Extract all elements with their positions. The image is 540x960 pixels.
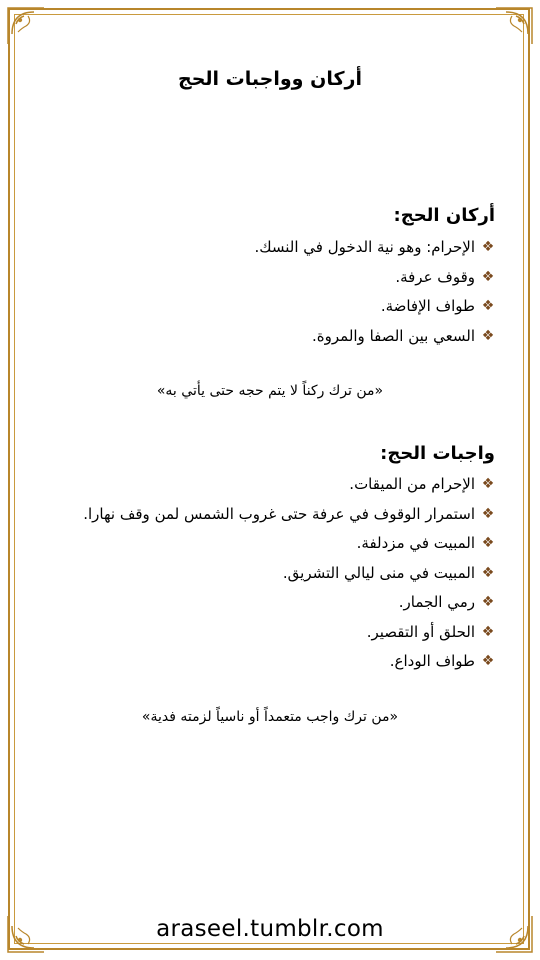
bullet-diamond-icon: ❖ bbox=[481, 268, 495, 285]
bullet-diamond-icon: ❖ bbox=[481, 298, 495, 314]
list-item: ❖ استمرار الوقوف في عرفة حتى غروب الشمس لمن وقف نهارا. bbox=[40, 500, 495, 530]
bullet-diamond-icon: ❖ bbox=[481, 476, 495, 492]
list-item: ❖ الإحرام من الميقات. bbox=[40, 470, 495, 500]
list-item: ❖ الإحرام: وهو نية الدخول في النسك. bbox=[40, 233, 495, 263]
document-content bbox=[40, 0, 500, 960]
list-item: ❖ المبيت في منى ليالي التشريق. bbox=[40, 559, 495, 589]
list-item: ❖ الحلق أو التقصير. bbox=[40, 618, 495, 648]
arkan-note: «من ترك ركناً لا يتم حجه حتى يأتي به» bbox=[156, 383, 384, 399]
arkan-heading: أركان الحج: bbox=[393, 205, 495, 226]
list-item: ❖ المبيت في مزدلفة. bbox=[40, 529, 495, 559]
bullet-diamond-icon: ❖ bbox=[481, 239, 495, 255]
arkan-list bbox=[40, 233, 495, 351]
bullet-diamond-icon: ❖ bbox=[481, 623, 495, 640]
list-item: ❖ طواف الإفاضة. bbox=[40, 292, 495, 322]
bullet-diamond-icon: ❖ bbox=[481, 564, 495, 581]
list-item: ❖ السعي بين الصفا والمروة. bbox=[40, 322, 495, 352]
list-item: ❖ وقوف عرفة. bbox=[40, 263, 495, 293]
footer-url: araseel.tumblr.com bbox=[156, 916, 384, 942]
bullet-diamond-icon: ❖ bbox=[481, 535, 495, 551]
bullet-diamond-icon: ❖ bbox=[481, 505, 495, 522]
wajibat-heading: واجبات الحج: bbox=[380, 443, 495, 464]
page-title: أركان وواجبات الحج bbox=[178, 68, 362, 90]
list-item: ❖ رمي الجمار. bbox=[40, 588, 495, 618]
bullet-diamond-icon: ❖ bbox=[481, 327, 495, 344]
list-item: ❖ طواف الوداع. bbox=[40, 647, 495, 677]
bullet-diamond-icon: ❖ bbox=[481, 594, 495, 610]
bullet-diamond-icon: ❖ bbox=[481, 653, 495, 669]
wajibat-note: «من ترك واجب متعمداً أو ناسياً لزمته فدية» bbox=[141, 709, 399, 725]
wajibat-list bbox=[40, 470, 495, 677]
